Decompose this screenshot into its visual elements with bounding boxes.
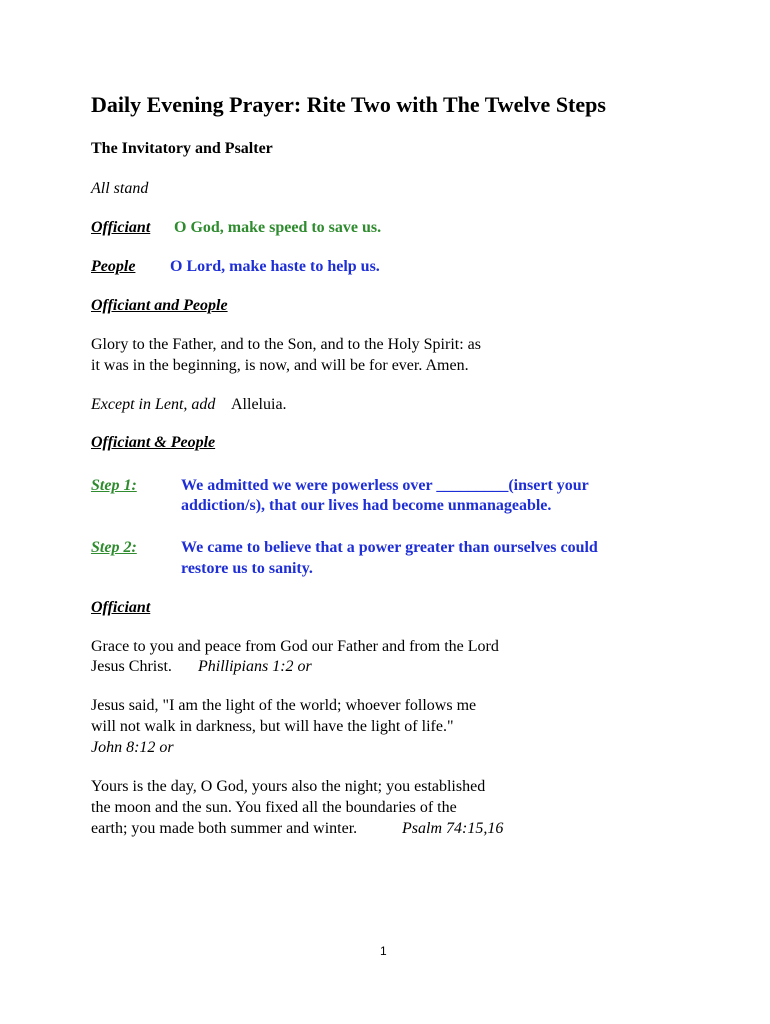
sentence-3-line-2: the moon and the sun. You fixed all the boundaries of the (91, 799, 457, 816)
step-1-line-2: addiction/s), that our lives had become unmanageable. (181, 497, 552, 514)
gloria-line-2: it was in the beginning, is now, and will be for ever. Amen. (91, 357, 469, 374)
step-2-line-2: restore us to sanity. (181, 560, 313, 577)
step-2-line-1: We came to believe that a power greater than ourselves could (181, 539, 598, 556)
officiant-versicle: O God, make speed to save us. (174, 219, 382, 236)
heading-officiant: Officiant (91, 599, 151, 616)
people-label: People (91, 258, 136, 275)
sentence-2-line-2: will not walk in darkness, but will have the light of life." (91, 718, 454, 735)
sentence-1-line-2: Jesus Christ. (91, 658, 172, 675)
rubric-all-stand: All stand (91, 180, 149, 197)
heading-officiant-amp-people: Officiant & People (91, 434, 216, 451)
sentence-3-line-1: Yours is the day, O God, yours also the night; you established (91, 778, 486, 795)
sentence-2-line-1: Jesus said, "I am the light of the world; whoever follows me (91, 697, 477, 714)
sentence-3-citation: Psalm 74:15,16 (402, 820, 504, 837)
gloria-line-1: Glory to the Father, and to the Son, and to the Holy Spirit: as (91, 336, 481, 353)
step-2-label: Step 2: (91, 539, 137, 556)
heading-officiant-and-people: Officiant and People (91, 297, 228, 314)
officiant-label: Officiant (91, 219, 151, 236)
sentence-1-line-1: Grace to you and peace from God our Father and from the Lord (91, 638, 499, 655)
step-1-line-1: We admitted we were powerless over _________(insert your (181, 477, 589, 494)
sentence-2-citation: John 8:12 or (91, 739, 174, 756)
sentence-3-line-3: earth; you made both summer and winter. (91, 820, 358, 837)
sentence-1-citation: Phillipians 1:2 or (198, 658, 312, 675)
section-heading: The Invitatory and Psalter (91, 140, 273, 157)
document-title: Daily Evening Prayer: Rite Two with The Twelve Steps (91, 92, 606, 117)
alleluia-text: Alleluia. (231, 396, 287, 413)
people-response: O Lord, make haste to help us. (170, 258, 380, 275)
step-1-label: Step 1: (91, 477, 137, 494)
page-number: 1 (380, 944, 387, 958)
lent-rubric: Except in Lent, add (91, 396, 216, 413)
